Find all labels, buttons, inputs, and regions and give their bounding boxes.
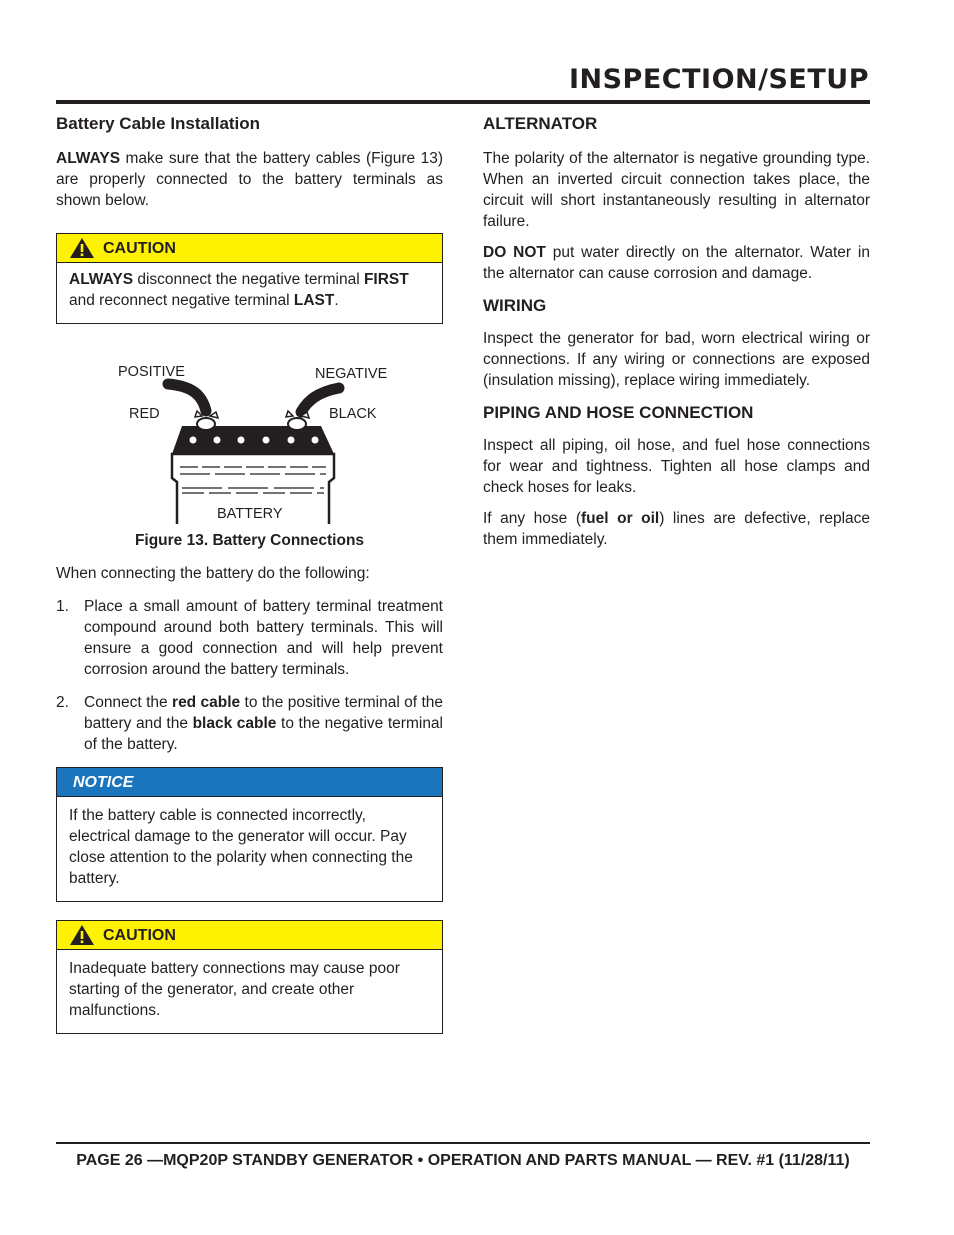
page-footer: PAGE 26 —MQP20P STANDBY GENERATOR • OPERATION AND PARTS MANUAL — REV. #1 (11/28/11) — [76, 1152, 850, 1169]
left-column — [56, 112, 443, 1034]
piping-paragraph-2-text-2: ) lines are defective, replace them immediately. — [483, 510, 870, 548]
alternator-paragraph-2 — [483, 242, 870, 284]
step-2-bold-red-cable: red cable — [172, 694, 241, 711]
piping-paragraph-2 — [483, 508, 870, 550]
label-black: BLACK — [329, 406, 377, 422]
step-2-text-2: to the positive terminal of the battery and the — [84, 694, 443, 732]
intro-paragraph — [56, 148, 443, 211]
step-2-bold-black-cable: black cable — [192, 715, 277, 732]
right-column — [483, 112, 870, 550]
intro-bold: ALWAYS — [56, 150, 121, 167]
label-positive: POSITIVE — [118, 364, 185, 380]
notice-header: NOTICE — [57, 768, 442, 797]
steps-intro: When connecting the battery do the following: — [56, 565, 370, 582]
caution-label-2: CAUTION — [103, 926, 176, 944]
step-2 — [56, 692, 443, 755]
battery-cable-heading: Battery Cable Installation — [56, 114, 261, 133]
step-2-text-1: Connect the — [84, 694, 173, 711]
step-1 — [56, 596, 443, 680]
intro-text: make sure that the battery cables (Figure 13) are properly connected to the battery terminals as shown below. — [56, 150, 443, 209]
piping-heading: PIPING AND HOSE CONNECTION — [483, 403, 754, 422]
figure-caption: Figure 13. Battery Connections — [134, 532, 365, 549]
caution1-bold-always: ALWAYS — [69, 271, 134, 288]
step-1-text: Place a small amount of battery terminal treatment compound around both battery terminals. This will ensure a good connection and will help prevent corrosion around the battery terminals. — [84, 598, 443, 678]
notice-box — [56, 767, 443, 902]
step-2-number: 2. — [56, 694, 69, 711]
caution-label-1: CAUTION — [103, 239, 176, 257]
caution-header-1 — [57, 234, 442, 263]
step-2-text-3: to the negative terminal of the battery. — [84, 715, 443, 753]
alternator-paragraph-2-text: put water directly on the alternator. Water in the alternator can cause corrosion and damage. — [483, 244, 871, 282]
positive-cable — [168, 384, 206, 411]
caution1-text-2: and reconnect negative terminal — [69, 292, 294, 309]
alternator-bold-do-not: DO NOT — [483, 244, 546, 261]
piping-bold-fuel-or-oil: fuel or oil — [581, 510, 660, 527]
label-red: RED — [129, 406, 160, 422]
footer-rule — [56, 1142, 870, 1144]
warning-triangle-icon — [69, 924, 95, 946]
header-rule — [56, 100, 870, 104]
piping-paragraph-1: Inspect all piping, oil hose, and fuel hose connections for wear and tightness. Tighten all hose clamps and check hoses for leaks. — [483, 437, 870, 496]
caution1-bold-last: LAST — [293, 292, 335, 309]
caution-box-2 — [56, 920, 443, 1034]
label-negative: NEGATIVE — [315, 366, 388, 382]
caution1-text-3: . — [334, 292, 339, 309]
notice-body: If the battery cable is connected incorrectly, electrical damage to the generator will occur. Pay close attention to the polarity when connecting the battery. — [69, 807, 413, 887]
caution1-bold-first: FIRST — [363, 271, 409, 288]
steps-list — [56, 596, 443, 755]
page-section-title: INSPECTION/SETUP — [568, 64, 869, 95]
wiring-heading: WIRING — [483, 296, 547, 315]
caution-header-2 — [57, 921, 442, 950]
battery-illustration — [56, 346, 443, 524]
label-battery: BATTERY — [217, 506, 283, 522]
alternator-paragraph-1: The polarity of the alternator is negative grounding type. When an inverted circuit connection takes place, the circuit will short instantaneously resulting in alternator failure. — [483, 150, 870, 230]
caution1-text-1: disconnect the negative terminal — [133, 271, 364, 288]
caution-body-1 — [57, 263, 442, 323]
warning-triangle-icon — [69, 237, 95, 259]
caution-box-1 — [56, 233, 443, 324]
wiring-paragraph: Inspect the generator for bad, worn electrical wiring or connections. If any wiring or connections are exposed (insulation missing), replace wiring immediately. — [483, 330, 870, 389]
caution-body-2: Inadequate battery connections may cause poor starting of the generator, and create other malfunctions. — [69, 960, 400, 1019]
alternator-heading: ALTERNATOR — [483, 114, 598, 133]
piping-paragraph-2-text-1: If any hose ( — [483, 510, 581, 527]
step-1-number: 1. — [56, 598, 69, 615]
battery-figure — [56, 346, 443, 524]
